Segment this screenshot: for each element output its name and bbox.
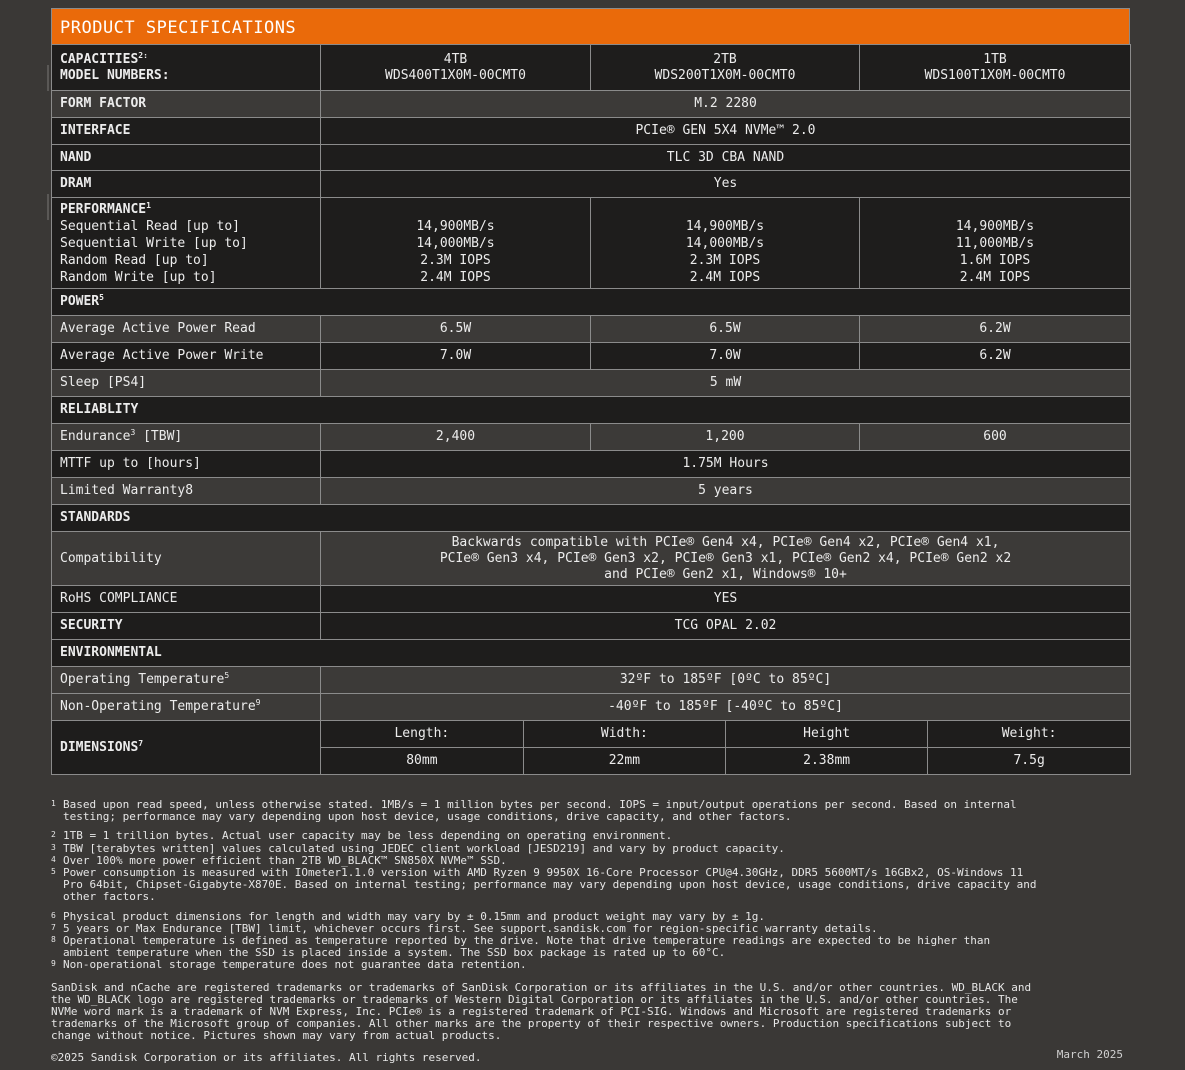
- power-write-value: 7.0W: [591, 343, 860, 370]
- footnote: 1 Based upon read speed, unless otherwise stated. 1MB/s = 1 million bytes per second. IOPS = input/output operations per second. Based on internal testing; performance may vary depending upon host device, usage conditions, drive capacity, and other factors.: [51, 798, 1017, 824]
- warranty-value: 5 years: [321, 478, 1131, 505]
- power-read-row: [52, 316, 1131, 343]
- sleep-label: Sleep [PS4]: [52, 370, 321, 397]
- warranty-label: Limited Warranty8: [52, 478, 321, 505]
- non-operating-temp-row: [52, 694, 1131, 721]
- capacity-cell: 4TB WDS400T1X0M-00CMT0: [321, 45, 591, 91]
- capacity-cell: 2TB WDS200T1X0M-00CMT0: [591, 45, 860, 91]
- nand-value: TLC 3D CBA NAND: [321, 145, 1131, 171]
- dram-value: Yes: [321, 171, 1131, 198]
- endurance-value: 2,400: [321, 424, 591, 451]
- power-read-label: Average Active Power Read: [52, 316, 321, 343]
- compatibility-value: Backwards compatible with PCIe® Gen4 x4, PCIe® Gen4 x2, PCIe® Gen4 x1, PCIe® Gen3 x4, PCIe® Gen3 x2, PCIe® Gen3 x1, PCIe® Gen2 x4, PCIe® Gen2 x2 and PCIe® Gen2 x1, Windows® 10+: [321, 532, 1131, 586]
- mttf-label: MTTF up to [hours]: [52, 451, 321, 478]
- power-read-value: 6.5W: [321, 316, 591, 343]
- power-read-value: 6.2W: [860, 316, 1131, 343]
- copyright: ©2025 Sandisk Corporation or its affiliates. All rights reserved.: [51, 1051, 482, 1064]
- spec-table: [51, 44, 1131, 775]
- dimension-header: Width:: [523, 721, 725, 748]
- dimension-value: 80mm: [321, 748, 523, 775]
- dimension-value: 22mm: [523, 748, 725, 775]
- interface-label: INTERFACE: [52, 118, 321, 145]
- spec-sheet: [51, 8, 1130, 775]
- legal-text: SanDisk and nCache are registered trademarks or trademarks of SanDisk Corporation or its affiliates in the U.S. and/or other countries. WD_BLACK and the WD_BLACK logo are registered trademarks or trademarks of Western Digital Corporation or its affiliates in the U.S. and/or other countries. The NVMe word mark is a trademark of NVM Express, Inc. PCIe® is a registered trademark of PCI-SIG. Windows and Microsoft are registered trademarks or trademarks of the Microsoft group of companies. All other marks are the property of their respective owners. Production specifications subject to change without notice. Pictures shown may vary from actual products.: [51, 980, 1032, 1043]
- power-write-value: 7.0W: [321, 343, 591, 370]
- form-factor-row: [52, 91, 1131, 118]
- footnote: 6 Physical product dimensions for length and width may vary by ± 0.15mm and product weight may vary by ± 1g.: [51, 909, 765, 923]
- performance-cell: 14,900MB/s 14,000MB/s 2.3M IOPS 2.4M IOPS: [321, 198, 591, 289]
- endurance-row: [52, 424, 1131, 451]
- endurance-label: Endurance$^3$ [TBW]: [52, 424, 321, 451]
- interface-row: [52, 118, 1131, 145]
- warranty-row: [52, 478, 1131, 505]
- performance-row: [52, 198, 1131, 289]
- rohs-label: RoHS COMPLIANCE: [52, 586, 321, 613]
- nand-label: NAND: [52, 145, 321, 171]
- power-section-row: [52, 289, 1131, 316]
- footnote: 7 5 years or Max Endurance [TBW] limit, whichever occurs first. See support.sandisk.com for region-specific warranty details.: [51, 921, 878, 935]
- form-factor-value: M.2 2280: [321, 91, 1131, 118]
- dimensions-row: [52, 721, 1131, 775]
- page-title: PRODUCT SPECIFICATIONS: [51, 8, 1130, 44]
- dimension-header: Height: [726, 721, 928, 748]
- dimension-value: 2.38mm: [726, 748, 928, 775]
- dimension-value: 7.5g: [928, 748, 1130, 775]
- performance-cell: 14,900MB/s 14,000MB/s 2.3M IOPS 2.4M IOPS: [591, 198, 860, 289]
- dimensions-table: [321, 721, 1130, 774]
- capacity-cell: 1TB WDS100T1X0M-00CMT0: [860, 45, 1131, 91]
- sleep-value: 5 mW: [321, 370, 1131, 397]
- nand-row: [52, 145, 1131, 171]
- mttf-row: [52, 451, 1131, 478]
- endurance-value: 600: [860, 424, 1131, 451]
- environmental-section-label: ENVIRONMENTAL: [52, 640, 1131, 667]
- margin-tick: [47, 194, 49, 220]
- dram-row: [52, 171, 1131, 198]
- standards-section-row: [52, 505, 1131, 532]
- security-value: TCG OPAL 2.02: [321, 613, 1131, 640]
- interface-value: PCIe® GEN 5X4 NVMe™ 2.0: [321, 118, 1131, 145]
- reliability-section-label: RELIABLITY: [52, 397, 1131, 424]
- operating-temp-row: [52, 667, 1131, 694]
- reliability-section-row: [52, 397, 1131, 424]
- rohs-row: [52, 586, 1131, 613]
- rohs-value: YES: [321, 586, 1131, 613]
- power-section-label: POWER$^5$: [52, 289, 1131, 316]
- power-write-row: [52, 343, 1131, 370]
- standards-section-label: STANDARDS: [52, 505, 1131, 532]
- non-operating-temp-value: -40ºF to 185ºF [-40ºC to 85ºC]: [321, 694, 1131, 721]
- footnote: 9 Non-operational storage temperature does not guarantee data retention.: [51, 958, 527, 972]
- footnote: 2 1TB = 1 trillion bytes. Actual user capacity may be less depending on operating environment.: [51, 829, 673, 843]
- footnote: 3 TBW [terabytes written] values calculated using JEDEC client workload [JESD219] and vary by product capacity.: [51, 841, 785, 855]
- security-label: SECURITY: [52, 613, 321, 640]
- dimension-header: Length:: [321, 721, 523, 748]
- publish-date: March 2025: [1056, 1048, 1123, 1061]
- footnote: 5 Power consumption is measured with IOmeter1.1.0 version with AMD Ryzen 9 9950X 16-Core Processor CPU@4.30GHz, DDR5 5600MT/s 16GBx2, OS-Windows 11 Pro 64bit, Chipset-Gigabyte-X870E. Based on internal testing; performance may vary depending upon host device, usage conditions, drive capacity and other factors.: [51, 866, 1037, 904]
- compatibility-row: [52, 532, 1131, 586]
- security-row: [52, 613, 1131, 640]
- performance-cell: 14,900MB/s 11,000MB/s 1.6M IOPS 2.4M IOPS: [860, 198, 1131, 289]
- dimensions-label: DIMENSIONS$^7$: [52, 721, 321, 775]
- capacities-label: $CAPACITIES^{2:}$ MODEL NUMBERS:: [52, 45, 321, 91]
- mttf-value: 1.75M Hours: [321, 451, 1131, 478]
- sleep-row: [52, 370, 1131, 397]
- dram-label: DRAM: [52, 171, 321, 198]
- non-operating-temp-label: Non-Operating Temperature$^9$: [52, 694, 321, 721]
- power-write-label: Average Active Power Write: [52, 343, 321, 370]
- endurance-value: 1,200: [591, 424, 860, 451]
- environmental-section-row: [52, 640, 1131, 667]
- form-factor-label: FORM FACTOR: [52, 91, 321, 118]
- capacities-row: [52, 45, 1131, 91]
- margin-tick: [47, 65, 49, 91]
- power-read-value: 6.5W: [591, 316, 860, 343]
- footnote: 8 Operational temperature is defined as temperature reported by the drive. Note that drive temperature readings are expected to be higher than ambient temperature when the SSD is placed inside a system. The SSD box package is rated up to 60°C.: [51, 934, 991, 960]
- compatibility-label: Compatibility: [52, 532, 321, 586]
- footnotes: [51, 799, 1126, 1043]
- operating-temp-label: Operating Temperature$^5$: [52, 667, 321, 694]
- dimensions-grid: [321, 721, 1131, 775]
- footnote: 4 Over 100% more power efficient than 2TB WD_BLACK™ SN850X NVMe™ SSD.: [51, 853, 507, 867]
- dimension-header: Weight:: [928, 721, 1130, 748]
- operating-temp-value: 32ºF to 185ºF [0ºC to 85ºC]: [321, 667, 1131, 694]
- power-write-value: 6.2W: [860, 343, 1131, 370]
- performance-label: PERFORMANCE$^1$ Sequential Read [up to] Sequential Write [up to] Random Read [up to] Random Write [up to]: [52, 198, 321, 289]
